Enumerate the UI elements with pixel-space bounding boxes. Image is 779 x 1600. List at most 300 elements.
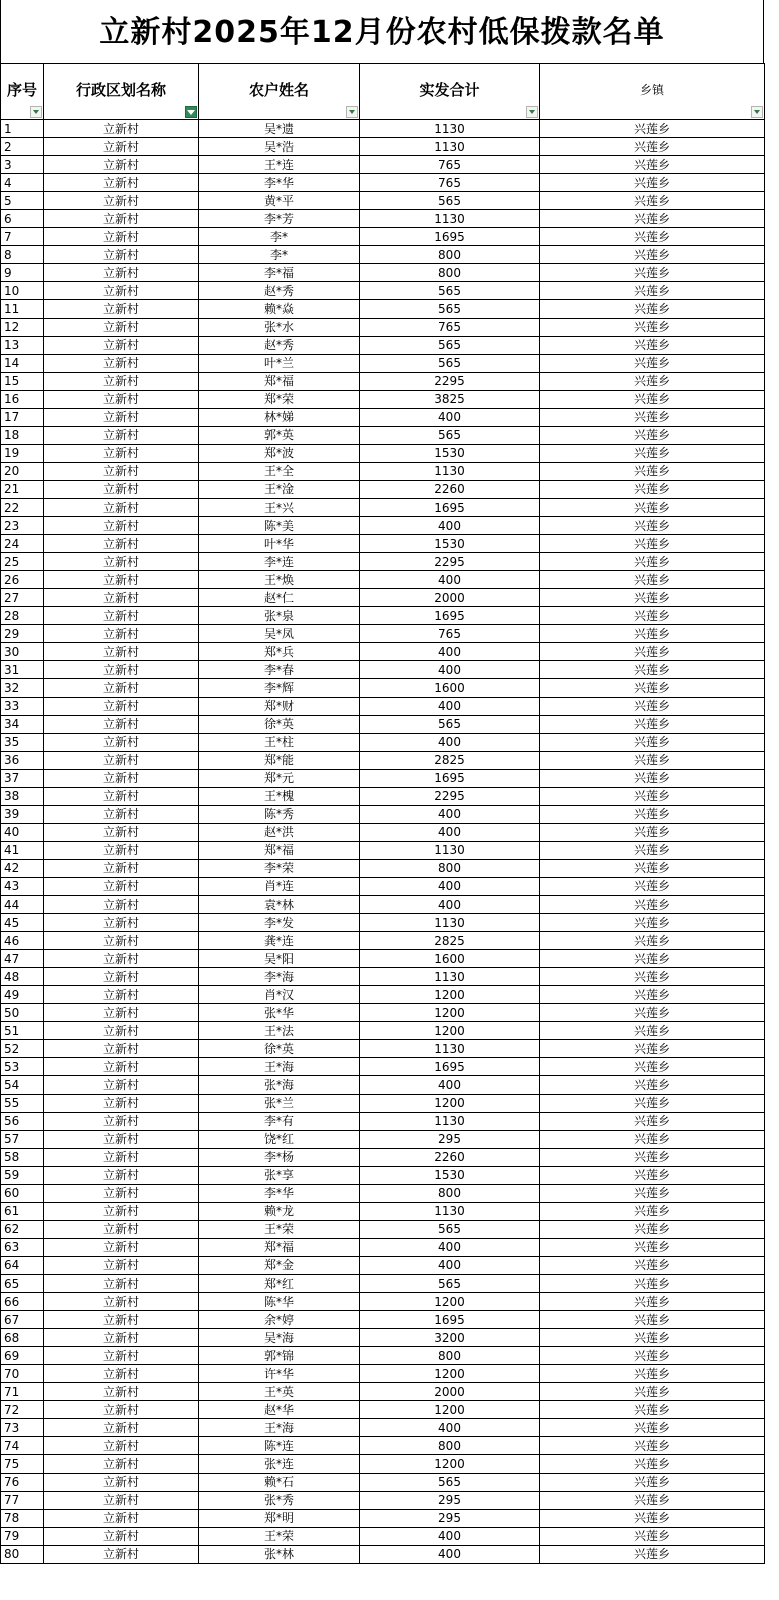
cell-amount[interactable]: 1130 [360, 210, 540, 228]
cell-seq[interactable]: 79 [1, 1527, 44, 1545]
cell-area[interactable]: 立新村 [44, 787, 199, 805]
cell-town[interactable]: 兴莲乡 [540, 372, 765, 390]
cell-area[interactable]: 立新村 [44, 282, 199, 300]
cell-amount[interactable]: 295 [360, 1491, 540, 1509]
cell-town[interactable]: 兴莲乡 [540, 444, 765, 462]
cell-name[interactable]: 赵*秀 [199, 336, 360, 354]
cell-area[interactable]: 立新村 [44, 264, 199, 282]
cell-name[interactable]: 郑*兵 [199, 643, 360, 661]
cell-seq[interactable]: 58 [1, 1148, 44, 1166]
cell-town[interactable]: 兴莲乡 [540, 769, 765, 787]
cell-area[interactable]: 立新村 [44, 228, 199, 246]
cell-seq[interactable]: 62 [1, 1220, 44, 1238]
cell-amount[interactable]: 400 [360, 1238, 540, 1256]
cell-town[interactable]: 兴莲乡 [540, 462, 765, 480]
cell-name[interactable]: 王*全 [199, 462, 360, 480]
filter-dropdown-seq[interactable] [30, 106, 42, 118]
cell-name[interactable]: 赵*洪 [199, 823, 360, 841]
cell-seq[interactable]: 35 [1, 733, 44, 751]
cell-area[interactable]: 立新村 [44, 1004, 199, 1022]
cell-area[interactable]: 立新村 [44, 625, 199, 643]
cell-area[interactable]: 立新村 [44, 210, 199, 228]
cell-town[interactable]: 兴莲乡 [540, 1076, 765, 1094]
cell-name[interactable]: 李*华 [199, 1184, 360, 1202]
cell-area[interactable]: 立新村 [44, 517, 199, 535]
cell-area[interactable]: 立新村 [44, 1545, 199, 1563]
cell-amount[interactable]: 565 [360, 192, 540, 210]
cell-name[interactable]: 李*春 [199, 661, 360, 679]
cell-area[interactable]: 立新村 [44, 1491, 199, 1509]
cell-name[interactable]: 赖*焱 [199, 300, 360, 318]
cell-area[interactable]: 立新村 [44, 571, 199, 589]
cell-town[interactable]: 兴莲乡 [540, 1293, 765, 1311]
cell-seq[interactable]: 32 [1, 679, 44, 697]
cell-name[interactable]: 黄*平 [199, 192, 360, 210]
cell-town[interactable]: 兴莲乡 [540, 589, 765, 607]
cell-town[interactable]: 兴莲乡 [540, 1455, 765, 1473]
cell-seq[interactable]: 13 [1, 336, 44, 354]
cell-seq[interactable]: 27 [1, 589, 44, 607]
cell-amount[interactable]: 1530 [360, 535, 540, 553]
cell-area[interactable]: 立新村 [44, 1040, 199, 1058]
cell-seq[interactable]: 56 [1, 1112, 44, 1130]
cell-name[interactable]: 林*娣 [199, 408, 360, 426]
cell-amount[interactable]: 565 [360, 715, 540, 733]
cell-name[interactable]: 吴*凤 [199, 625, 360, 643]
cell-name[interactable]: 郑*明 [199, 1509, 360, 1527]
cell-town[interactable]: 兴莲乡 [540, 1527, 765, 1545]
cell-amount[interactable]: 765 [360, 625, 540, 643]
cell-area[interactable]: 立新村 [44, 1256, 199, 1274]
cell-amount[interactable]: 400 [360, 1419, 540, 1437]
cell-area[interactable]: 立新村 [44, 1401, 199, 1419]
cell-seq[interactable]: 57 [1, 1130, 44, 1148]
cell-area[interactable]: 立新村 [44, 1329, 199, 1347]
cell-seq[interactable]: 55 [1, 1094, 44, 1112]
cell-area[interactable]: 立新村 [44, 553, 199, 571]
cell-seq[interactable]: 48 [1, 968, 44, 986]
cell-area[interactable]: 立新村 [44, 914, 199, 932]
cell-name[interactable]: 张*兰 [199, 1094, 360, 1112]
cell-amount[interactable]: 400 [360, 661, 540, 679]
cell-name[interactable]: 李*福 [199, 264, 360, 282]
cell-amount[interactable]: 2825 [360, 932, 540, 950]
cell-seq[interactable]: 52 [1, 1040, 44, 1058]
cell-area[interactable]: 立新村 [44, 444, 199, 462]
cell-seq[interactable]: 43 [1, 877, 44, 895]
cell-town[interactable]: 兴莲乡 [540, 1383, 765, 1401]
cell-amount[interactable]: 400 [360, 896, 540, 914]
cell-seq[interactable]: 2 [1, 138, 44, 156]
cell-town[interactable]: 兴莲乡 [540, 408, 765, 426]
cell-amount[interactable]: 1695 [360, 1058, 540, 1076]
cell-seq[interactable]: 24 [1, 535, 44, 553]
cell-amount[interactable]: 1200 [360, 1022, 540, 1040]
cell-seq[interactable]: 5 [1, 192, 44, 210]
cell-name[interactable]: 赖*石 [199, 1473, 360, 1491]
cell-amount[interactable]: 1200 [360, 1455, 540, 1473]
cell-town[interactable]: 兴莲乡 [540, 1022, 765, 1040]
cell-town[interactable]: 兴莲乡 [540, 751, 765, 769]
cell-amount[interactable]: 295 [360, 1509, 540, 1527]
cell-name[interactable]: 郑*财 [199, 697, 360, 715]
cell-name[interactable]: 王*海 [199, 1419, 360, 1437]
cell-amount[interactable]: 2260 [360, 1148, 540, 1166]
cell-amount[interactable]: 400 [360, 1527, 540, 1545]
cell-town[interactable]: 兴莲乡 [540, 1365, 765, 1383]
cell-amount[interactable]: 400 [360, 408, 540, 426]
cell-name[interactable]: 吴*浩 [199, 138, 360, 156]
cell-name[interactable]: 张*连 [199, 1455, 360, 1473]
cell-name[interactable]: 吴*阳 [199, 950, 360, 968]
cell-town[interactable]: 兴莲乡 [540, 914, 765, 932]
cell-seq[interactable]: 45 [1, 914, 44, 932]
cell-amount[interactable]: 565 [360, 1473, 540, 1491]
cell-town[interactable]: 兴莲乡 [540, 390, 765, 408]
cell-amount[interactable]: 565 [360, 426, 540, 444]
cell-seq[interactable]: 76 [1, 1473, 44, 1491]
cell-amount[interactable]: 1200 [360, 1293, 540, 1311]
cell-amount[interactable]: 800 [360, 1184, 540, 1202]
cell-seq[interactable]: 66 [1, 1293, 44, 1311]
cell-seq[interactable]: 69 [1, 1347, 44, 1365]
cell-town[interactable]: 兴莲乡 [540, 607, 765, 625]
cell-area[interactable]: 立新村 [44, 1473, 199, 1491]
cell-town[interactable]: 兴莲乡 [540, 661, 765, 679]
cell-town[interactable]: 兴莲乡 [540, 120, 765, 138]
cell-name[interactable]: 王*连 [199, 156, 360, 174]
cell-amount[interactable]: 400 [360, 733, 540, 751]
cell-area[interactable]: 立新村 [44, 986, 199, 1004]
cell-amount[interactable]: 1200 [360, 1004, 540, 1022]
cell-amount[interactable]: 400 [360, 643, 540, 661]
cell-name[interactable]: 余*婷 [199, 1311, 360, 1329]
cell-seq[interactable]: 31 [1, 661, 44, 679]
cell-town[interactable]: 兴莲乡 [540, 1473, 765, 1491]
cell-seq[interactable]: 22 [1, 498, 44, 516]
cell-seq[interactable]: 30 [1, 643, 44, 661]
cell-amount[interactable]: 1695 [360, 769, 540, 787]
cell-town[interactable]: 兴莲乡 [540, 625, 765, 643]
cell-area[interactable]: 立新村 [44, 643, 199, 661]
cell-name[interactable]: 郑*金 [199, 1256, 360, 1274]
cell-town[interactable]: 兴莲乡 [540, 1437, 765, 1455]
cell-town[interactable]: 兴莲乡 [540, 1220, 765, 1238]
cell-amount[interactable]: 1130 [360, 138, 540, 156]
cell-area[interactable]: 立新村 [44, 1365, 199, 1383]
cell-seq[interactable]: 71 [1, 1383, 44, 1401]
cell-town[interactable]: 兴莲乡 [540, 787, 765, 805]
cell-amount[interactable]: 1200 [360, 1365, 540, 1383]
cell-area[interactable]: 立新村 [44, 607, 199, 625]
cell-town[interactable]: 兴莲乡 [540, 1329, 765, 1347]
cell-seq[interactable]: 14 [1, 354, 44, 372]
cell-area[interactable]: 立新村 [44, 769, 199, 787]
cell-seq[interactable]: 20 [1, 462, 44, 480]
cell-name[interactable]: 李*有 [199, 1112, 360, 1130]
cell-area[interactable]: 立新村 [44, 1076, 199, 1094]
cell-amount[interactable]: 400 [360, 1256, 540, 1274]
cell-name[interactable]: 张*享 [199, 1166, 360, 1184]
cell-amount[interactable]: 1130 [360, 841, 540, 859]
cell-name[interactable]: 李*发 [199, 914, 360, 932]
cell-area[interactable]: 立新村 [44, 318, 199, 336]
cell-area[interactable]: 立新村 [44, 679, 199, 697]
cell-name[interactable]: 陈*华 [199, 1293, 360, 1311]
cell-seq[interactable]: 37 [1, 769, 44, 787]
cell-area[interactable]: 立新村 [44, 932, 199, 950]
cell-amount[interactable]: 565 [360, 1275, 540, 1293]
cell-amount[interactable]: 2260 [360, 480, 540, 498]
cell-name[interactable]: 肖*汉 [199, 986, 360, 1004]
cell-amount[interactable]: 1695 [360, 498, 540, 516]
cell-town[interactable]: 兴莲乡 [540, 1130, 765, 1148]
cell-name[interactable]: 张*海 [199, 1076, 360, 1094]
cell-name[interactable]: 徐*英 [199, 715, 360, 733]
cell-name[interactable]: 郑*波 [199, 444, 360, 462]
cell-seq[interactable]: 16 [1, 390, 44, 408]
cell-town[interactable]: 兴莲乡 [540, 877, 765, 895]
cell-seq[interactable]: 8 [1, 246, 44, 264]
cell-amount[interactable]: 565 [360, 1220, 540, 1238]
cell-name[interactable]: 张*泉 [199, 607, 360, 625]
cell-name[interactable]: 郑*红 [199, 1275, 360, 1293]
cell-seq[interactable]: 21 [1, 480, 44, 498]
cell-seq[interactable]: 42 [1, 859, 44, 877]
cell-name[interactable]: 王*荣 [199, 1220, 360, 1238]
cell-amount[interactable]: 400 [360, 805, 540, 823]
cell-name[interactable]: 郭*英 [199, 426, 360, 444]
cell-area[interactable]: 立新村 [44, 1419, 199, 1437]
cell-town[interactable]: 兴莲乡 [540, 1275, 765, 1293]
cell-area[interactable]: 立新村 [44, 246, 199, 264]
cell-amount[interactable]: 2000 [360, 1383, 540, 1401]
cell-seq[interactable]: 50 [1, 1004, 44, 1022]
cell-area[interactable]: 立新村 [44, 1130, 199, 1148]
cell-area[interactable]: 立新村 [44, 1058, 199, 1076]
cell-seq[interactable]: 44 [1, 896, 44, 914]
cell-area[interactable]: 立新村 [44, 138, 199, 156]
cell-area[interactable]: 立新村 [44, 1112, 199, 1130]
cell-area[interactable]: 立新村 [44, 896, 199, 914]
cell-amount[interactable]: 3825 [360, 390, 540, 408]
cell-town[interactable]: 兴莲乡 [540, 1491, 765, 1509]
cell-area[interactable]: 立新村 [44, 174, 199, 192]
cell-area[interactable]: 立新村 [44, 1166, 199, 1184]
cell-area[interactable]: 立新村 [44, 1383, 199, 1401]
cell-area[interactable]: 立新村 [44, 859, 199, 877]
cell-amount[interactable]: 765 [360, 156, 540, 174]
cell-amount[interactable]: 765 [360, 174, 540, 192]
cell-amount[interactable]: 800 [360, 1437, 540, 1455]
cell-amount[interactable]: 800 [360, 264, 540, 282]
cell-amount[interactable]: 400 [360, 823, 540, 841]
cell-name[interactable]: 王*荣 [199, 1527, 360, 1545]
cell-area[interactable]: 立新村 [44, 498, 199, 516]
cell-area[interactable]: 立新村 [44, 390, 199, 408]
cell-town[interactable]: 兴莲乡 [540, 986, 765, 1004]
cell-town[interactable]: 兴莲乡 [540, 535, 765, 553]
cell-area[interactable]: 立新村 [44, 1509, 199, 1527]
cell-town[interactable]: 兴莲乡 [540, 859, 765, 877]
cell-name[interactable]: 李*连 [199, 553, 360, 571]
cell-amount[interactable]: 1200 [360, 1094, 540, 1112]
cell-name[interactable]: 王*淦 [199, 480, 360, 498]
filter-active-area[interactable] [185, 106, 197, 118]
cell-area[interactable]: 立新村 [44, 1184, 199, 1202]
cell-seq[interactable]: 60 [1, 1184, 44, 1202]
cell-amount[interactable]: 565 [360, 336, 540, 354]
cell-amount[interactable]: 1530 [360, 444, 540, 462]
cell-seq[interactable]: 1 [1, 120, 44, 138]
cell-area[interactable]: 立新村 [44, 1148, 199, 1166]
cell-area[interactable]: 立新村 [44, 535, 199, 553]
cell-seq[interactable]: 11 [1, 300, 44, 318]
cell-area[interactable]: 立新村 [44, 336, 199, 354]
cell-area[interactable]: 立新村 [44, 408, 199, 426]
cell-name[interactable]: 王*兴 [199, 498, 360, 516]
cell-area[interactable]: 立新村 [44, 1437, 199, 1455]
cell-amount[interactable]: 800 [360, 859, 540, 877]
cell-name[interactable]: 徐*英 [199, 1040, 360, 1058]
cell-name[interactable]: 李*荣 [199, 859, 360, 877]
cell-amount[interactable]: 400 [360, 877, 540, 895]
cell-area[interactable]: 立新村 [44, 1311, 199, 1329]
cell-town[interactable]: 兴莲乡 [540, 1094, 765, 1112]
cell-name[interactable]: 郑*福 [199, 841, 360, 859]
cell-seq[interactable]: 33 [1, 697, 44, 715]
cell-town[interactable]: 兴莲乡 [540, 1256, 765, 1274]
cell-area[interactable]: 立新村 [44, 589, 199, 607]
cell-name[interactable]: 王*英 [199, 1383, 360, 1401]
cell-seq[interactable]: 64 [1, 1256, 44, 1274]
cell-seq[interactable]: 54 [1, 1076, 44, 1094]
cell-town[interactable]: 兴莲乡 [540, 733, 765, 751]
cell-seq[interactable]: 70 [1, 1365, 44, 1383]
cell-seq[interactable]: 73 [1, 1419, 44, 1437]
cell-name[interactable]: 赵*仁 [199, 589, 360, 607]
cell-seq[interactable]: 38 [1, 787, 44, 805]
cell-area[interactable]: 立新村 [44, 1220, 199, 1238]
cell-amount[interactable]: 2295 [360, 372, 540, 390]
cell-amount[interactable]: 400 [360, 517, 540, 535]
cell-seq[interactable]: 72 [1, 1401, 44, 1419]
cell-area[interactable]: 立新村 [44, 1455, 199, 1473]
cell-area[interactable]: 立新村 [44, 1202, 199, 1220]
cell-town[interactable]: 兴莲乡 [540, 932, 765, 950]
cell-town[interactable]: 兴莲乡 [540, 1166, 765, 1184]
cell-seq[interactable]: 74 [1, 1437, 44, 1455]
cell-town[interactable]: 兴莲乡 [540, 1040, 765, 1058]
cell-amount[interactable]: 2295 [360, 787, 540, 805]
cell-amount[interactable]: 400 [360, 1076, 540, 1094]
cell-town[interactable]: 兴莲乡 [540, 896, 765, 914]
cell-name[interactable]: 叶*兰 [199, 354, 360, 372]
cell-amount[interactable]: 1695 [360, 1311, 540, 1329]
cell-amount[interactable]: 2295 [360, 553, 540, 571]
filter-dropdown-amount[interactable] [526, 106, 538, 118]
cell-town[interactable]: 兴莲乡 [540, 426, 765, 444]
cell-name[interactable]: 李*杨 [199, 1148, 360, 1166]
cell-amount[interactable]: 1130 [360, 1040, 540, 1058]
cell-town[interactable]: 兴莲乡 [540, 968, 765, 986]
cell-amount[interactable]: 1600 [360, 950, 540, 968]
cell-amount[interactable]: 565 [360, 282, 540, 300]
cell-seq[interactable]: 80 [1, 1545, 44, 1563]
cell-name[interactable]: 李* [199, 228, 360, 246]
cell-town[interactable]: 兴莲乡 [540, 282, 765, 300]
cell-town[interactable]: 兴莲乡 [540, 517, 765, 535]
cell-amount[interactable]: 1200 [360, 1401, 540, 1419]
cell-seq[interactable]: 19 [1, 444, 44, 462]
cell-name[interactable]: 李* [199, 246, 360, 264]
cell-area[interactable]: 立新村 [44, 426, 199, 444]
cell-name[interactable]: 王*柱 [199, 733, 360, 751]
cell-town[interactable]: 兴莲乡 [540, 823, 765, 841]
cell-name[interactable]: 郑*福 [199, 372, 360, 390]
cell-seq[interactable]: 68 [1, 1329, 44, 1347]
cell-seq[interactable]: 25 [1, 553, 44, 571]
cell-seq[interactable]: 47 [1, 950, 44, 968]
cell-area[interactable]: 立新村 [44, 1022, 199, 1040]
cell-town[interactable]: 兴莲乡 [540, 643, 765, 661]
cell-area[interactable]: 立新村 [44, 156, 199, 174]
cell-name[interactable]: 许*华 [199, 1365, 360, 1383]
cell-amount[interactable]: 400 [360, 571, 540, 589]
cell-town[interactable]: 兴莲乡 [540, 1202, 765, 1220]
cell-name[interactable]: 张*华 [199, 1004, 360, 1022]
cell-name[interactable]: 王*法 [199, 1022, 360, 1040]
cell-seq[interactable]: 18 [1, 426, 44, 444]
cell-amount[interactable]: 565 [360, 354, 540, 372]
cell-seq[interactable]: 53 [1, 1058, 44, 1076]
cell-name[interactable]: 吴*遗 [199, 120, 360, 138]
cell-town[interactable]: 兴莲乡 [540, 950, 765, 968]
cell-area[interactable]: 立新村 [44, 1347, 199, 1365]
cell-seq[interactable]: 51 [1, 1022, 44, 1040]
cell-area[interactable]: 立新村 [44, 697, 199, 715]
cell-name[interactable]: 张*秀 [199, 1491, 360, 1509]
cell-amount[interactable]: 400 [360, 1545, 540, 1563]
cell-town[interactable]: 兴莲乡 [540, 138, 765, 156]
cell-town[interactable]: 兴莲乡 [540, 805, 765, 823]
cell-town[interactable]: 兴莲乡 [540, 679, 765, 697]
filter-dropdown-town[interactable] [751, 106, 763, 118]
cell-area[interactable]: 立新村 [44, 1527, 199, 1545]
cell-area[interactable]: 立新村 [44, 715, 199, 733]
cell-town[interactable]: 兴莲乡 [540, 697, 765, 715]
cell-town[interactable]: 兴莲乡 [540, 318, 765, 336]
cell-name[interactable]: 郑*福 [199, 1238, 360, 1256]
cell-area[interactable]: 立新村 [44, 1094, 199, 1112]
cell-area[interactable]: 立新村 [44, 805, 199, 823]
cell-amount[interactable]: 1130 [360, 914, 540, 932]
cell-seq[interactable]: 6 [1, 210, 44, 228]
cell-amount[interactable]: 3200 [360, 1329, 540, 1347]
cell-name[interactable]: 赵*华 [199, 1401, 360, 1419]
cell-name[interactable]: 龚*连 [199, 932, 360, 950]
cell-area[interactable]: 立新村 [44, 372, 199, 390]
cell-amount[interactable]: 1130 [360, 968, 540, 986]
cell-seq[interactable]: 9 [1, 264, 44, 282]
cell-seq[interactable]: 29 [1, 625, 44, 643]
cell-seq[interactable]: 63 [1, 1238, 44, 1256]
cell-amount[interactable]: 1200 [360, 986, 540, 1004]
cell-seq[interactable]: 23 [1, 517, 44, 535]
cell-area[interactable]: 立新村 [44, 823, 199, 841]
cell-area[interactable]: 立新村 [44, 751, 199, 769]
cell-name[interactable]: 吴*海 [199, 1329, 360, 1347]
